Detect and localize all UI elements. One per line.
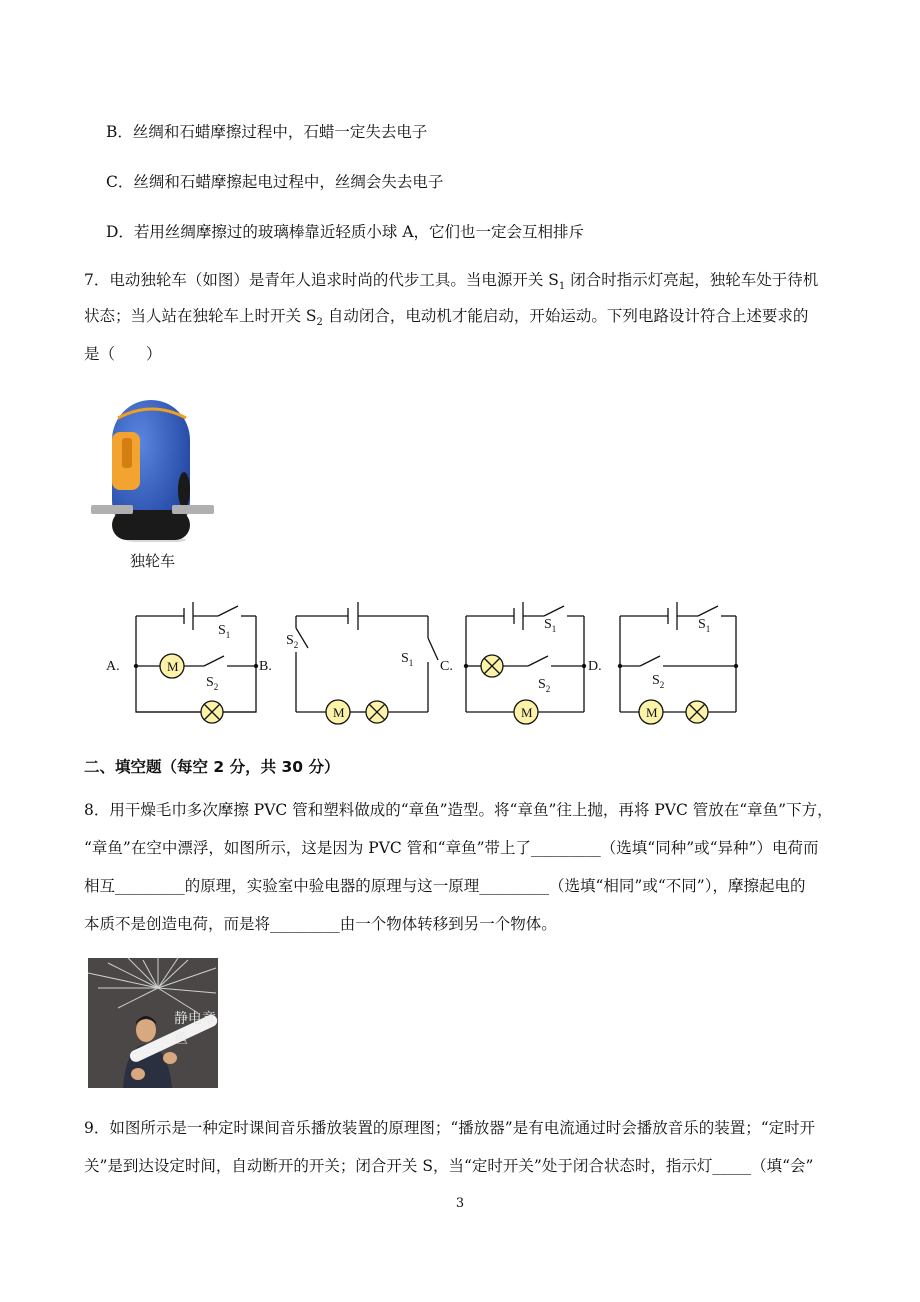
motor-label-d: M: [646, 705, 658, 720]
switch-s1-c: $S_1$: [544, 617, 557, 634]
page-number: 3: [455, 1196, 465, 1211]
switch-s2-d: $S_2$: [652, 673, 665, 690]
q9-line-1: 9．如图所示是一种定时课间音乐播放装置的原理图；“播放器”是有电流通过时会播放音乐的装置；“定时开: [84, 1119, 816, 1137]
photo-caption: 静电章鱼: [174, 1011, 216, 1047]
unicycle-image: [88, 392, 218, 542]
switch-s1-b: $S_1$: [401, 651, 414, 668]
q8-line-3: 相互_________的原理，实验室中验电器的原理与这一原理_________（选填“相同”或“不同”），摩擦起电的: [84, 877, 806, 895]
unicycle-caption: 独轮车: [130, 552, 176, 570]
q8-line-2: “章鱼”在空中漂浮，如图所示，这是因为 PVC 管和“章鱼”带上了_________（选填“同种”或“异种”）电荷而: [84, 839, 819, 857]
option-c: C．丝绸和石蜡摩擦起电过程中，丝绸会失去电子: [106, 173, 444, 191]
switch-s1-d: $S_1$: [698, 617, 711, 634]
circuit-a: [136, 602, 256, 723]
motor-label-c: M: [521, 705, 533, 720]
option-b: B．丝绸和石蜡摩擦过程中，石蜡一定失去电子: [106, 123, 428, 141]
q7-line-1: 7．电动独轮车（如图）是青年人追求时尚的代步工具。当电源开关 $S_1$ 闭合时指示灯亮起，独轮车处于待机: [84, 271, 819, 293]
motor-label-a: M: [167, 659, 179, 674]
switch-s2-b: $S_2$: [286, 633, 299, 650]
circuit-diagrams: [96, 596, 756, 726]
circuit-d: [620, 602, 736, 724]
circuit-label-d: D.: [588, 659, 602, 674]
q7-line-3: 是（ ）: [84, 345, 162, 363]
circuit-b: [296, 602, 438, 724]
q8-line-4: 本质不是创造电荷，而是将_________由一个物体转移到另一个物体。: [84, 915, 557, 933]
circuit-label-a: A.: [106, 659, 120, 674]
q7-line-2: 状态；当人站在独轮车上时开关 $S_2$ 自动闭合，电动机才能启动，开始运动。下列电路设计符合上述要求的: [84, 307, 809, 329]
circuit-label-b: B.: [259, 659, 272, 674]
switch-s1-a: $S_1$: [218, 623, 231, 640]
switch-s2-c: $S_2$: [538, 677, 551, 694]
option-d: D．若用丝绸摩擦过的玻璃棒靠近轻质小球 A，它们也一定会互相排斥: [106, 223, 585, 241]
motor-label-b: M: [333, 705, 345, 720]
q9-line-2: 关”是到达设定时间，自动断开的开关；闭合开关 S，当“定时开关”处于闭合状态时，指示灯_____（填“会”: [84, 1157, 814, 1175]
circuit-label-c: C.: [440, 659, 453, 674]
switch-s2-a: $S_2$: [206, 675, 219, 692]
section-heading: 二、填空题（每空 2 分，共 30 分）: [84, 758, 340, 776]
static-octopus-photo: [88, 958, 218, 1088]
q8-line-1: 8．用干燥毛巾多次摩擦 PVC 管和塑料做成的“章鱼”造型。将“章鱼”往上抛，再将 PVC 管放在“章鱼”下方，: [84, 801, 833, 819]
